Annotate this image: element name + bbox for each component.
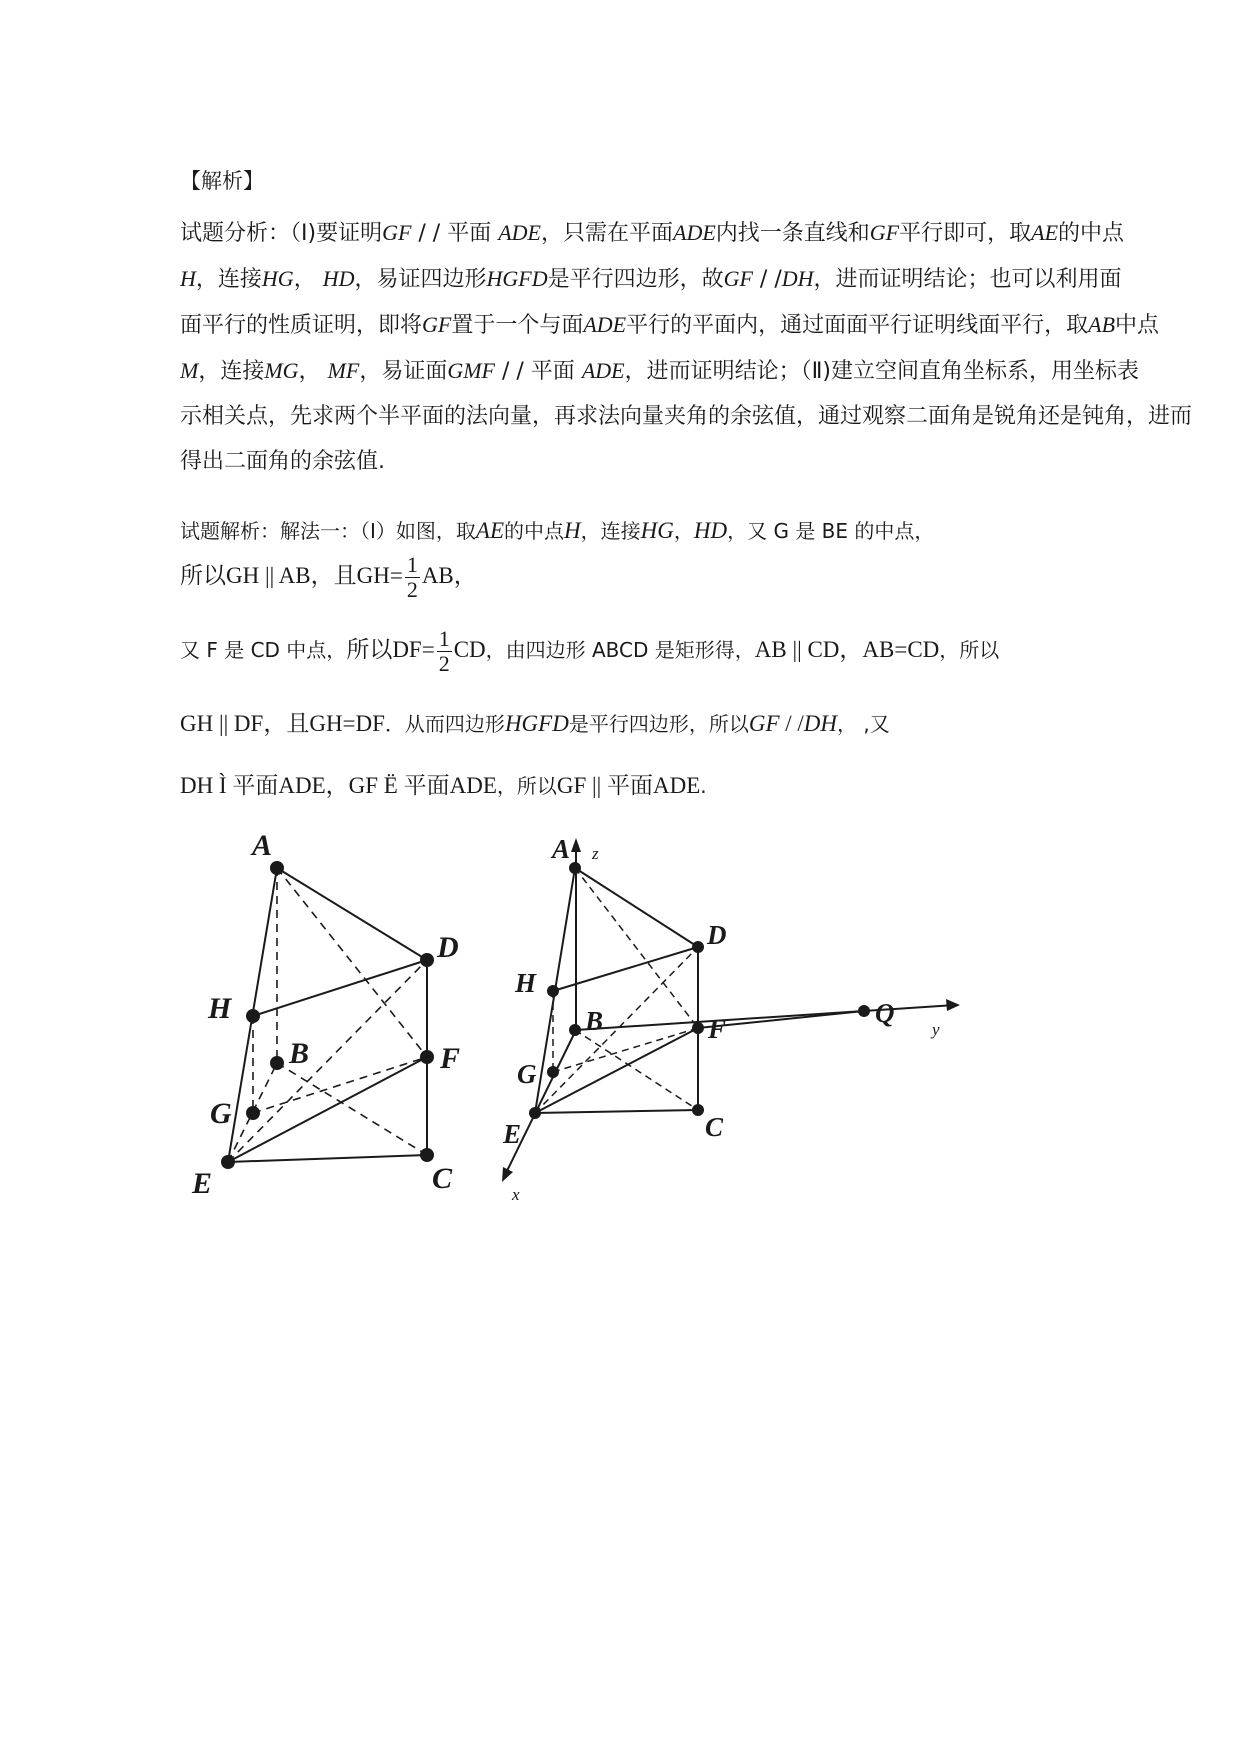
edge-ec (535, 1110, 698, 1113)
axis-label-y: y (932, 1020, 940, 1039)
label-a: A (552, 834, 571, 864)
label-a: A (252, 829, 273, 862)
label-b: B (289, 1037, 310, 1070)
edge-af-dashed (575, 868, 698, 1028)
point-g (246, 1106, 260, 1120)
label-c: C (432, 1162, 453, 1195)
label-e: E (192, 1167, 213, 1200)
analysis-line-4: M，连接MG， MF，易证面GMF / / 平面 ADE，进而证明结论；（Ⅱ)建立空间直角坐标系，用坐标表 (180, 358, 1139, 384)
point-c (420, 1148, 434, 1162)
analysis-line-3: 面平行的性质证明，即将GF置于一个与面ADE平行的平面内，通过面面平行证明线面平行，取AB中点 (180, 312, 1160, 338)
fraction-half: $\frac{1}{2}$ (438, 626, 450, 676)
solution-line-3: 又 F 是 CD 中点，所以DF= $\frac{1}{2}$ CD，由四边形 ABCD 是矩形得，AB || CD，AB=CD，所以 (180, 626, 1000, 676)
point-e (221, 1155, 235, 1169)
point-h (246, 1009, 260, 1023)
axis-label-z: z (592, 844, 599, 863)
edge-ad (277, 868, 427, 960)
point-q (858, 1005, 870, 1017)
solution-line-4: GH || DF，且GH=DF．从而四边形HGFD是平行四边形，所以GF / /DH， ,又 (180, 711, 890, 736)
point-a (569, 862, 581, 874)
point-b (270, 1056, 284, 1070)
point-g (547, 1066, 559, 1078)
label-e: E (503, 1119, 522, 1149)
edge-bc-dashed (575, 1030, 698, 1110)
label-d: D (437, 931, 459, 964)
edge-ed-dashed (228, 960, 427, 1162)
edge-bc-dashed (277, 1063, 427, 1155)
edge-hd (253, 960, 427, 1016)
analysis-line-2: H，连接HG， HD，易证四边形HGFD是平行四边形，故GF / /DH，进而证明结论；也可以利用面 (180, 266, 1122, 292)
edge-hd (553, 947, 698, 991)
edge-ad (575, 868, 698, 947)
point-d (692, 941, 704, 953)
section-header: 【解析】 (180, 169, 264, 193)
figure-left (221, 861, 434, 1169)
point-d (420, 953, 434, 967)
label-f: F (440, 1042, 461, 1075)
y-axis-arrow (946, 999, 960, 1011)
solution-line-5: DH Ì 平面ADE，GF Ë 平面ADE，所以GF || 平面ADE. (180, 773, 707, 798)
analysis-line-5: 示相关点，先求两个半平面的法向量，再求法向量夹角的余弦值，通过观察二面角是锐角还是钝角，进而 (180, 404, 1193, 429)
point-h (547, 985, 559, 997)
z-axis-arrow (571, 838, 581, 852)
solution-line-2: 所以GH || AB，且GH= $\frac{1}{2}$ AB， (180, 552, 477, 602)
solution-line-1: 试题解析：解法一：（Ⅰ）如图，取AE的中点H，连接HG，HD，又 G 是 BE 的中点， (180, 518, 935, 543)
label-h: H (208, 992, 232, 1025)
x-axis-arrow (502, 1167, 513, 1182)
y-axis (576, 1005, 955, 1030)
analysis-line-1: 试题分析：（Ⅰ)要证明GF / / 平面 ADE，只需在平面ADE内找一条直线和GF平行即可，取AE的中点 (180, 220, 1125, 246)
analysis-line-6: 得出二面角的余弦值. (180, 449, 385, 474)
point-a (270, 861, 284, 875)
label-q: Q (875, 998, 895, 1028)
point-f (420, 1050, 434, 1064)
label-b: B (585, 1006, 604, 1036)
label-h: H (515, 968, 537, 998)
fraction-half: $\frac{1}{2}$ (406, 552, 418, 602)
edge-af-dashed (277, 868, 427, 1057)
x-axis (505, 1030, 576, 1175)
point-c (692, 1104, 704, 1116)
label-c: C (705, 1112, 724, 1142)
edge-ec (228, 1155, 427, 1162)
axis-label-x: x (512, 1185, 520, 1204)
label-f: F (708, 1014, 727, 1044)
point-e (529, 1107, 541, 1119)
point-b (569, 1024, 581, 1036)
label-g: G (210, 1097, 232, 1130)
figure-right-labels (502, 834, 940, 1204)
label-g: G (517, 1059, 537, 1089)
point-f (692, 1022, 704, 1034)
label-d: D (707, 920, 727, 950)
